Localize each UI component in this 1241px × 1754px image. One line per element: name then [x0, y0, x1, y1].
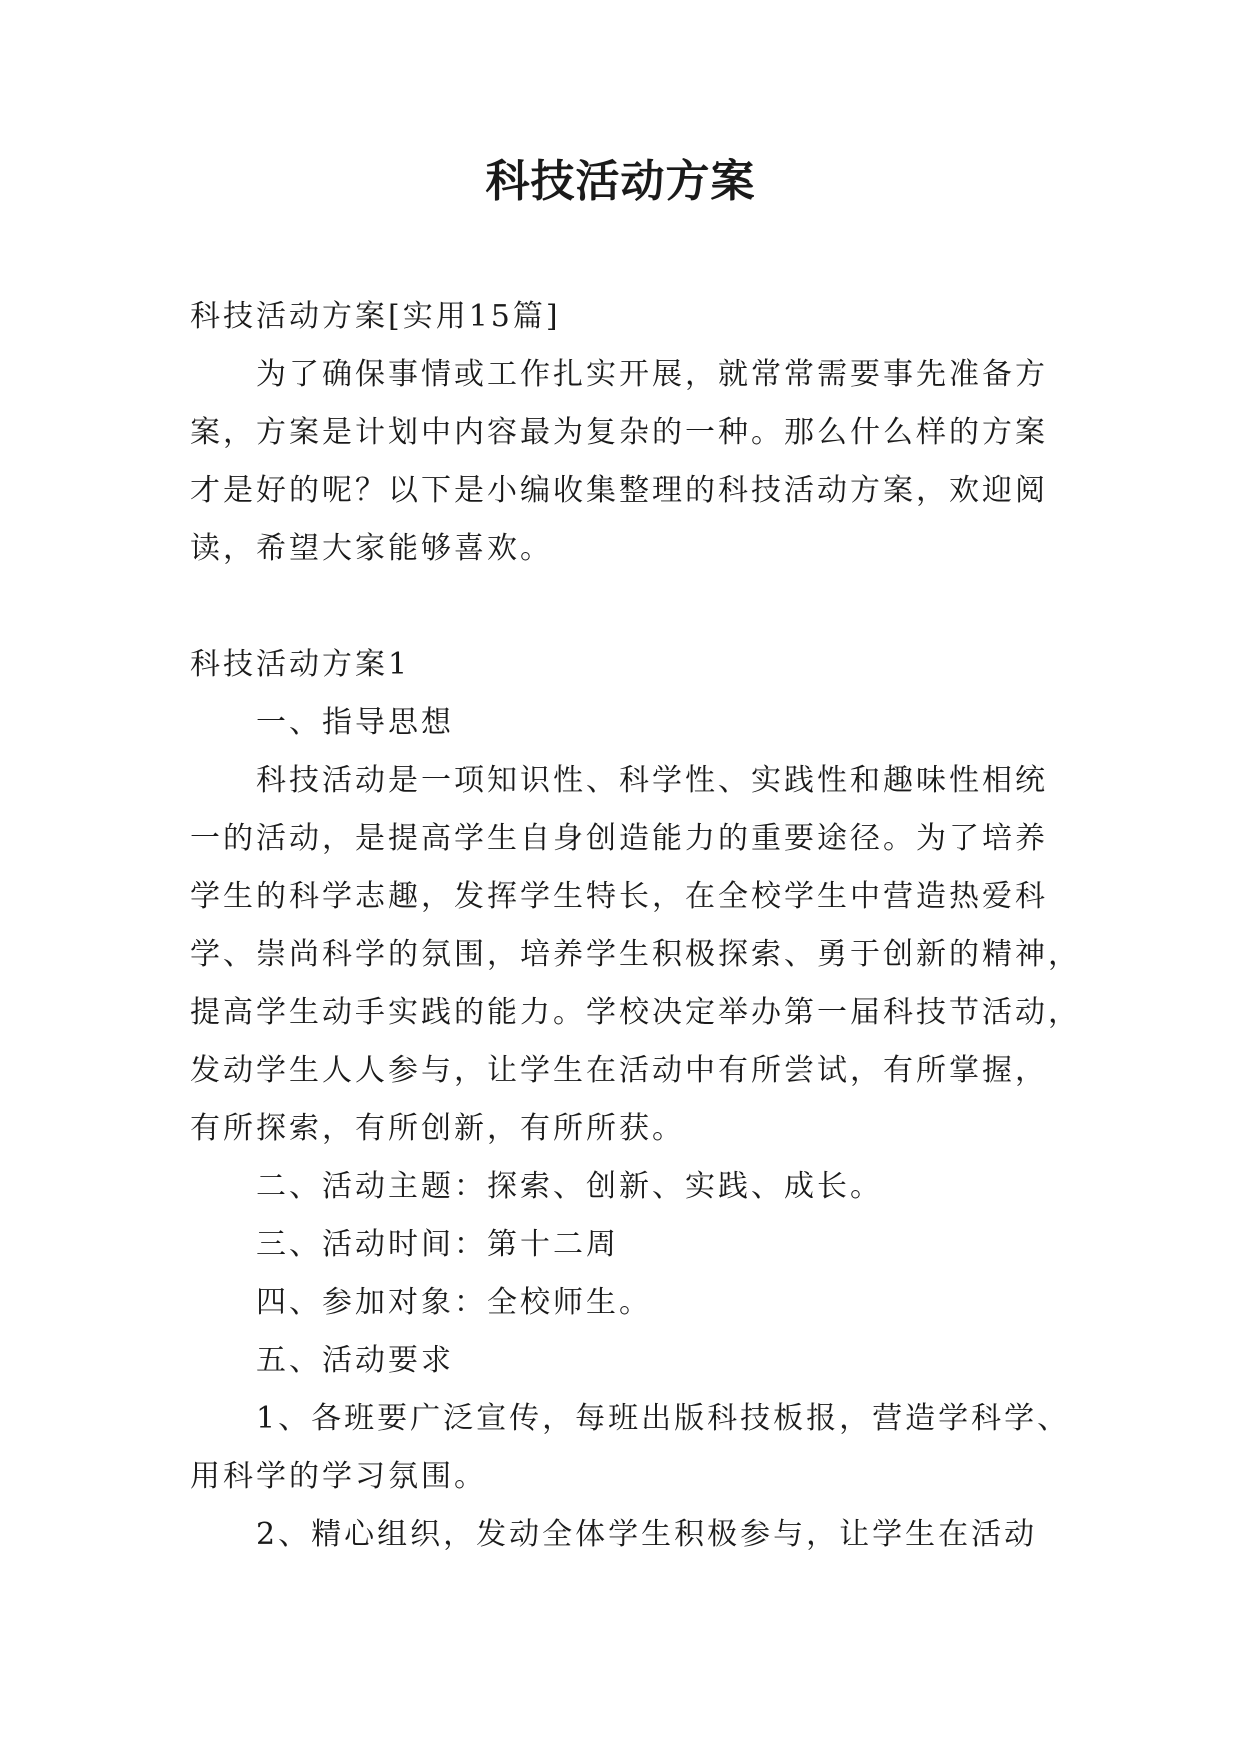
item-participants: 四、参加对象：全校师生。 — [256, 1285, 652, 1320]
paragraph-line: 学、崇尚科学的氛围，培养学生积极探索、勇于创新的精神， — [190, 937, 1081, 972]
paragraph-line: 学生的科学志趣，发挥学生特长，在全校学生中营造热爱科 — [190, 879, 1048, 914]
item-activity-theme: 二、活动主题：探索、创新、实践、成长。 — [256, 1169, 883, 1204]
subtitle-line: 科技活动方案[实用15篇] — [190, 299, 561, 334]
paragraph-gap — [190, 578, 1060, 636]
paragraph-line: 一的活动，是提高学生自身创造能力的重要途径。为了培养 — [190, 821, 1048, 856]
paragraph-line: 科技活动是一项知识性、科学性、实践性和趣味性相统 — [256, 763, 1048, 798]
intro-line: 才是好的呢？以下是小编收集整理的科技活动方案，欢迎阅 — [190, 473, 1048, 508]
requirement-line: 2、精心组织，发动全体学生积极参与，让学生在活动 — [256, 1517, 1038, 1552]
heading-guiding-thought: 一、指导思想 — [256, 705, 454, 740]
paragraph-line: 有所探索，有所创新，有所所获。 — [190, 1111, 685, 1146]
intro-line: 案，方案是计划中内容最为复杂的一种。那么什么样的方案 — [190, 415, 1048, 450]
intro-line: 读，希望大家能够喜欢。 — [190, 531, 553, 566]
item-requirements: 五、活动要求 — [256, 1343, 454, 1378]
item-activity-time: 三、活动时间：第十二周 — [256, 1227, 619, 1262]
document-body — [190, 288, 1081, 1564]
paragraph-line: 提高学生动手实践的能力。学校决定举办第一届科技节活动， — [190, 995, 1081, 1030]
requirement-line: 1、各班要广泛宣传，每班出版科技板报，营造学科学、 — [256, 1401, 1071, 1436]
section-title: 科技活动方案1 — [190, 647, 411, 682]
intro-line: 为了确保事情或工作扎实开展，就常常需要事先准备方 — [256, 357, 1048, 392]
document-title: 科技活动方案 — [485, 156, 756, 207]
paragraph-line: 发动学生人人参与，让学生在活动中有所尝试，有所掌握， — [190, 1053, 1048, 1088]
requirement-line: 用科学的学习氛围。 — [190, 1459, 487, 1494]
